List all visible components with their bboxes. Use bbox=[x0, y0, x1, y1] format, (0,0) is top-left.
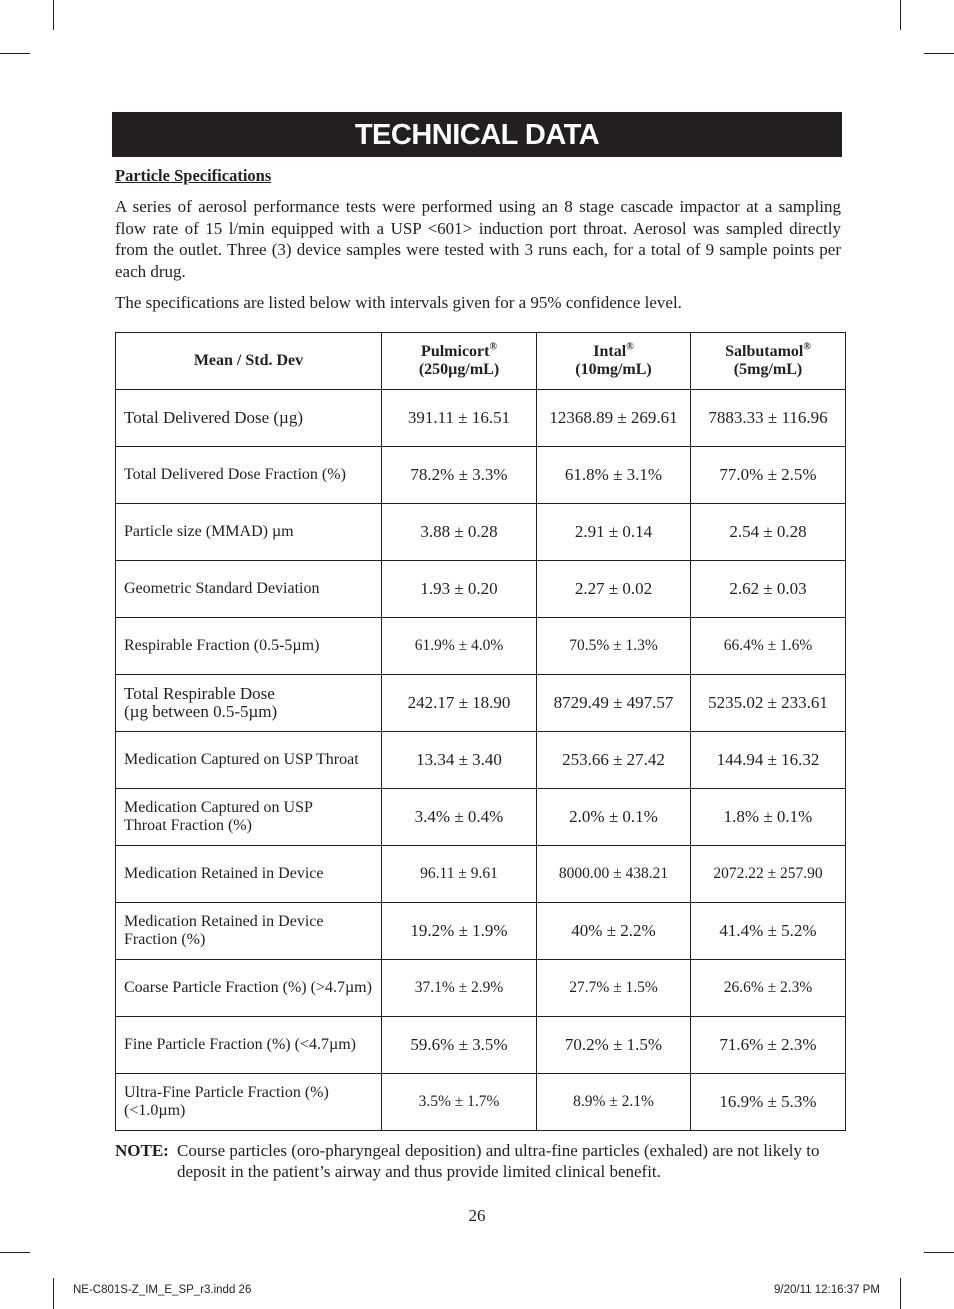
salbutamol-value: 66.4% ± 1.6% bbox=[691, 618, 846, 675]
header-pulmicort-concentration: (250µg/mL) bbox=[418, 361, 500, 378]
row-label bbox=[116, 618, 382, 675]
header-intal bbox=[537, 333, 691, 390]
intal-value: 8.9% ± 2.1% bbox=[537, 1074, 691, 1131]
intal-value: 12368.89 ± 269.61 bbox=[537, 390, 691, 447]
salbutamol-value: 2072.22 ± 257.90 bbox=[691, 846, 846, 903]
header-salbutamol-name: Salbutamol bbox=[725, 343, 804, 360]
row-label bbox=[116, 675, 382, 732]
pulmicort-value: 78.2% ± 3.3% bbox=[382, 447, 537, 504]
table-header-row bbox=[116, 333, 846, 390]
row-label-line: Medication Retained in Device bbox=[124, 913, 324, 930]
row-label bbox=[116, 504, 382, 561]
table-row bbox=[116, 618, 846, 675]
table-row bbox=[116, 447, 846, 504]
row-label bbox=[116, 846, 382, 903]
intal-value: 61.8% ± 3.1% bbox=[537, 447, 691, 504]
row-label bbox=[116, 1017, 382, 1074]
pulmicort-value: 3.5% ± 1.7% bbox=[382, 1074, 537, 1131]
intal-value: 2.91 ± 0.14 bbox=[537, 504, 691, 561]
row-label-line: Total Delivered Dose Fraction (%) bbox=[124, 466, 346, 483]
table-row bbox=[116, 903, 846, 960]
salbutamol-value: 1.8% ± 0.1% bbox=[691, 789, 846, 846]
row-label bbox=[116, 960, 382, 1017]
row-label bbox=[116, 390, 382, 447]
crop-mark bbox=[0, 1252, 30, 1253]
row-label-line: Medication Retained in Device bbox=[124, 865, 324, 882]
pulmicort-value: 37.1% ± 2.9% bbox=[382, 960, 537, 1017]
row-label bbox=[116, 561, 382, 618]
crop-mark bbox=[53, 0, 54, 30]
row-label-line: Fraction (%) bbox=[124, 931, 206, 948]
table-row bbox=[116, 1017, 846, 1074]
salbutamol-value: 41.4% ± 5.2% bbox=[691, 903, 846, 960]
salbutamol-value: 7883.33 ± 116.96 bbox=[691, 390, 846, 447]
intal-value: 40% ± 2.2% bbox=[537, 903, 691, 960]
table-row bbox=[116, 561, 846, 618]
footer-timestamp: 9/20/11 12:16:37 PM bbox=[774, 1284, 880, 1296]
intal-value: 8729.49 ± 497.57 bbox=[537, 675, 691, 732]
intal-value: 2.27 ± 0.02 bbox=[537, 561, 691, 618]
crop-mark bbox=[924, 1252, 954, 1253]
intro-paragraph: A series of aerosol performance tests were performed using an 8 stage cascade impactor at a sampling flow rate of 15 l/min equipped with a USP <601> induction port throat. Aerosol was sampled directly from the outlet. Three (3) device samples were tested with 3 runs each, for a total of 9 sample points per each drug. bbox=[115, 197, 841, 281]
salbutamol-value: 26.6% ± 2.3% bbox=[691, 960, 846, 1017]
intal-value: 70.2% ± 1.5% bbox=[537, 1017, 691, 1074]
row-label-line: Ultra-Fine Particle Fraction (%) bbox=[124, 1084, 329, 1101]
salbutamol-value: 77.0% ± 2.5% bbox=[691, 447, 846, 504]
table-row bbox=[116, 504, 846, 561]
table-row bbox=[116, 846, 846, 903]
row-label-line: (µg between 0.5-5µm) bbox=[124, 702, 278, 721]
header-intal-concentration: (10mg/mL) bbox=[575, 361, 652, 378]
table-row bbox=[116, 789, 846, 846]
row-label-line: Total Delivered Dose (µg) bbox=[124, 408, 304, 427]
specifications-table bbox=[115, 332, 846, 1131]
table-row bbox=[116, 675, 846, 732]
row-label-line: Throat Fraction (%) bbox=[124, 817, 252, 834]
pulmicort-value: 1.93 ± 0.20 bbox=[382, 561, 537, 618]
salbutamol-value: 144.94 ± 16.32 bbox=[691, 732, 846, 789]
row-label-line: Medication Captured on USP bbox=[124, 799, 313, 816]
registered-mark: ® bbox=[803, 341, 811, 353]
intal-value: 253.66 ± 27.42 bbox=[537, 732, 691, 789]
intal-value: 8000.00 ± 438.21 bbox=[537, 846, 691, 903]
table-row bbox=[116, 960, 846, 1017]
pulmicort-value: 13.34 ± 3.40 bbox=[382, 732, 537, 789]
row-label-line: Total Respirable Dose bbox=[124, 684, 275, 703]
intal-value: 2.0% ± 0.1% bbox=[537, 789, 691, 846]
intal-value: 70.5% ± 1.3% bbox=[537, 618, 691, 675]
table-row bbox=[116, 390, 846, 447]
table-row bbox=[116, 1074, 846, 1131]
salbutamol-value: 5235.02 ± 233.61 bbox=[691, 675, 846, 732]
row-label-line: Particle size (MMAD) µm bbox=[124, 523, 294, 540]
pulmicort-value: 19.2% ± 1.9% bbox=[382, 903, 537, 960]
pulmicort-value: 3.88 ± 0.28 bbox=[382, 504, 537, 561]
header-intal-name: Intal bbox=[593, 343, 627, 360]
page-number: 26 bbox=[468, 1206, 486, 1225]
table-row bbox=[116, 732, 846, 789]
header-pulmicort-name: Pulmicort bbox=[421, 343, 490, 360]
header-pulmicort bbox=[382, 333, 537, 390]
header-mean-std: Mean / Std. Dev bbox=[116, 333, 382, 390]
salbutamol-value: 2.54 ± 0.28 bbox=[691, 504, 846, 561]
row-label-line: Fine Particle Fraction (%) (<4.7µm) bbox=[124, 1036, 356, 1053]
page-title: TECHNICAL DATA bbox=[112, 112, 842, 157]
registered-mark: ® bbox=[626, 341, 634, 353]
crop-mark bbox=[0, 53, 30, 54]
registered-mark: ® bbox=[489, 341, 497, 353]
salbutamol-value: 71.6% ± 2.3% bbox=[691, 1017, 846, 1074]
row-label bbox=[116, 1074, 382, 1131]
header-salbutamol bbox=[691, 333, 846, 390]
note-label: NOTE: bbox=[115, 1141, 169, 1160]
row-label bbox=[116, 903, 382, 960]
row-label bbox=[116, 447, 382, 504]
row-label bbox=[116, 789, 382, 846]
crop-mark bbox=[900, 1278, 901, 1309]
pulmicort-value: 59.6% ± 3.5% bbox=[382, 1017, 537, 1074]
salbutamol-value: 2.62 ± 0.03 bbox=[691, 561, 846, 618]
intervals-paragraph: The specifications are listed below with intervals given for a 95% confidence level. bbox=[115, 293, 682, 312]
header-salbutamol-concentration: (5mg/mL) bbox=[733, 361, 803, 378]
crop-mark bbox=[53, 1278, 54, 1309]
row-label-line: (<1.0µm) bbox=[124, 1102, 186, 1119]
pulmicort-value: 96.11 ± 9.61 bbox=[382, 846, 537, 903]
footer-file-name: NE-C801S-Z_IM_E_SP_r3.indd 26 bbox=[73, 1284, 252, 1296]
pulmicort-value: 3.4% ± 0.4% bbox=[382, 789, 537, 846]
row-label-line: Respirable Fraction (0.5-5µm) bbox=[124, 637, 320, 654]
row-label-line: Geometric Standard Deviation bbox=[124, 580, 320, 597]
pulmicort-value: 391.11 ± 16.51 bbox=[382, 390, 537, 447]
row-label-line: Medication Captured on USP Throat bbox=[124, 751, 359, 768]
note-text: Course particles (oro-pharyngeal deposition) and ultra-fine particles (exhaled) are not likely to deposit in the patient’s airway and thus provide limited clinical benefit. bbox=[177, 1141, 820, 1181]
pulmicort-value: 61.9% ± 4.0% bbox=[382, 618, 537, 675]
crop-mark bbox=[900, 0, 901, 30]
crop-mark bbox=[924, 53, 954, 54]
row-label bbox=[116, 732, 382, 789]
intal-value: 27.7% ± 1.5% bbox=[537, 960, 691, 1017]
row-label-line: Coarse Particle Fraction (%) (>4.7µm) bbox=[124, 979, 372, 996]
section-heading: Particle Specifications bbox=[115, 166, 272, 185]
salbutamol-value: 16.9% ± 5.3% bbox=[691, 1074, 846, 1131]
pulmicort-value: 242.17 ± 18.90 bbox=[382, 675, 537, 732]
